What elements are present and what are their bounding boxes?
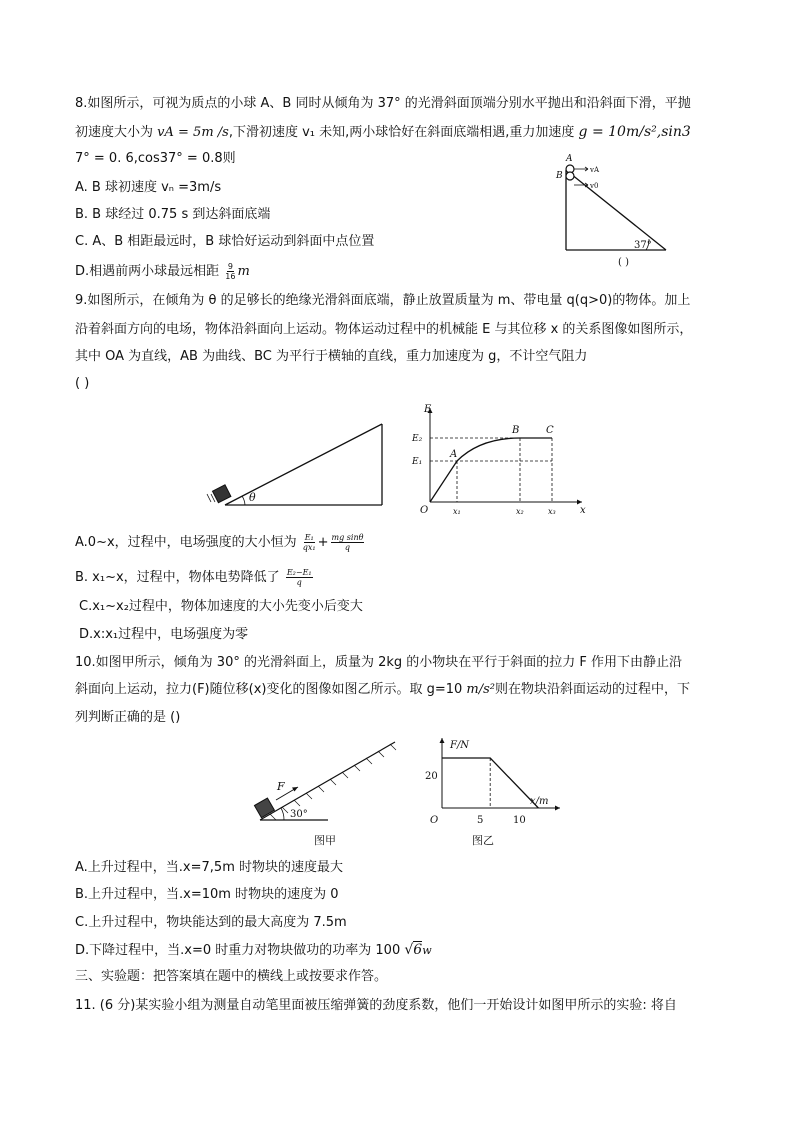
q10-tick-10: 10 — [513, 815, 526, 826]
q9-option-a-fraction2 — [331, 533, 365, 552]
q9-option-a-plus: + — [317, 535, 329, 550]
q9-option-b-text: B. x₁~x，过程中，物体电势降低了 — [75, 570, 280, 585]
q9-option-a-f2-den: q — [344, 543, 351, 552]
q10-option-d-sqrt: √6 — [404, 942, 423, 958]
q8-option-d — [75, 262, 250, 282]
q8-figure — [552, 150, 672, 270]
q9-point-a: A — [450, 449, 458, 460]
q8-fig-angle: 37° — [634, 240, 652, 251]
q9-energy-curve — [430, 438, 552, 502]
q10-caption-jia: 图甲 — [314, 834, 336, 847]
q8-line2-a: 初速度大小为 — [75, 125, 154, 140]
q8-g-formula: g = 10m/s²,sin3 — [578, 124, 691, 140]
q9-block — [213, 485, 231, 503]
q9-point-c: C — [546, 425, 554, 436]
section3-heading: 三、实验题：把答案填在题中的横线上或按要求作答。 — [75, 969, 388, 984]
q9-option-a-fraction1 — [303, 533, 316, 552]
q8-line1: 8.如图所示，可视为质点的小球 A、B 同时从倾角为 37° 的光滑斜面顶端分别水平抛出和沿斜面下滑，平抛 — [75, 96, 691, 111]
q10-caption-yi: 图乙 — [472, 834, 494, 847]
q11-line1: 11. (6 分)某实验小组为测量自动笔里面被压缩弹簧的劲度系数，他们一开始设计如图甲所示的实验: 将自 — [75, 998, 677, 1013]
q10-block — [254, 798, 274, 818]
q10-option-d-text: D.下降过程中，当.x=0 时重力对物块做功的功率为 100 — [75, 943, 401, 958]
q9-line3: 其中 OA 为直线，AB 为曲线、BC 为平行于横轴的直线，重力加速度为 g，不计空气阻力 — [75, 349, 588, 364]
q9-option-b-fraction — [286, 568, 313, 587]
q10-line2-b: 则在物块沿斜面运动的过程中，下 — [495, 682, 691, 697]
q8-option-c: C. A、B 相距最远时，B 球恰好运动到斜面中点位置 — [75, 234, 375, 249]
q10-tick-5: 5 — [477, 815, 484, 826]
q10-option-b: B.上升过程中，当.x=10m 时物块的速度为 0 — [75, 887, 339, 902]
q10-line2-unit: m/s² — [466, 682, 496, 697]
q8-fig-label-v0: v0 — [590, 182, 599, 190]
q10-option-c: C.上升过程中，物块能达到的最大高度为 7.5m — [75, 915, 347, 930]
q8-line2 — [75, 122, 691, 143]
q10-fig-angle: 30° — [290, 809, 308, 820]
q8-fig-paren: ( ) — [618, 257, 629, 268]
q9-energy-graph — [400, 398, 590, 518]
q8-fig-label-a: A — [566, 154, 573, 164]
q8-option-d-denominator: 16 — [225, 272, 236, 281]
q10-axis-x-label: x/m — [530, 796, 549, 807]
q9-axis-x: x — [580, 505, 586, 516]
q10-option-d — [75, 940, 432, 961]
q9-option-a-f1-den: qx₁ — [302, 543, 316, 552]
q10-option-d-radicand: 6 — [413, 942, 423, 958]
q9-incline-figure — [205, 420, 395, 510]
q9-label-x2: x₂ — [516, 507, 524, 516]
q10-line2 — [75, 680, 690, 700]
q9-fig-angle: θ — [249, 491, 256, 504]
q10-incline-figure — [240, 738, 410, 850]
q8-fig-label-b: B — [556, 171, 563, 181]
q8-vA-formula: vA = 5m /s — [157, 125, 229, 140]
q8-option-a: A. B 球初速度 vₙ =3m/s — [75, 180, 222, 195]
q9-line2: 沿着斜面方向的电场，物体沿斜面向上运动。物体运动过程中的机械能 E 与其位移 x 的关系图像如图所示， — [75, 322, 693, 337]
q10-origin: O — [430, 815, 439, 826]
q9-option-d: D.x:x₁过程中，电场强度为零 — [79, 627, 249, 642]
q9-origin: O — [420, 505, 429, 516]
q8-option-d-numerator: 9 — [227, 262, 233, 271]
q9-axis-e: E — [424, 404, 432, 415]
q9-option-b-den: q — [296, 578, 302, 587]
q8-option-b: B. B 球经过 0.75 s 到达斜面底端 — [75, 207, 271, 222]
q8-line2-b: ,下滑初速度 v₁ 未知,两小球恰好在斜面底端相遇,重力加速度 — [228, 125, 575, 140]
q10-line3: 列判断正确的是 () — [75, 710, 181, 725]
q9-label-e1: E₁ — [412, 457, 423, 467]
q10-axis-y-label: F/N — [450, 740, 470, 751]
q10-line2-a: 斜面向上运动，拉力(F)随位移(x)变化的图像如图乙所示。取 g=10 — [75, 682, 463, 697]
q9-option-b — [75, 568, 315, 588]
q9-option-a-f2-num: mg sinθ — [331, 533, 364, 542]
q9-line1: 9.如图所示，在倾角为 θ 的足够长的绝缘光滑斜面底端，静止放置质量为 m、带电量 q(q>0)的物体。加上 — [75, 293, 691, 308]
q9-label-x3: x₃ — [548, 507, 556, 516]
q9-label-e2: E₂ — [412, 434, 423, 444]
q9-paren: ( ) — [75, 376, 90, 391]
q9-option-b-num: E₂−E₁ — [286, 568, 312, 577]
q8-option-d-fraction — [225, 262, 235, 281]
q9-option-a-text: A.0~x，过程中，电场强度的大小恒为 — [75, 535, 297, 550]
q10-line1: 10.如图甲所示，倾角为 30° 的光滑斜面上，质量为 2kg 的小物块在平行于斜面的拉力 F 作用下由静止沿 — [75, 655, 683, 670]
q10-option-d-unit: w — [422, 944, 432, 957]
q10-fig-force: F — [277, 780, 285, 793]
q10-option-a: A.上升过程中，当.x=7,5m 时物块的速度最大 — [75, 860, 343, 875]
q9-option-c: C.x₁~x₂过程中，物体加速度的大小先变小后变大 — [79, 599, 363, 614]
q8-ball-b — [566, 172, 574, 180]
q9-label-x1: x₁ — [453, 507, 461, 516]
q9-point-b: B — [512, 425, 520, 436]
q9-option-a-f1-num: E₁ — [304, 533, 314, 542]
q8-fig-label-va: vA — [590, 166, 600, 174]
q8-option-d-text: D.相遇前两小球最远相距 — [75, 264, 220, 279]
q8-line3: 7° = 0. 6,cos37° = 0.8则 — [75, 151, 236, 166]
q8-option-d-unit: m — [237, 264, 250, 279]
q10-tick-20: 20 — [425, 771, 438, 782]
q9-option-a — [75, 533, 366, 553]
q10-force-graph — [420, 732, 570, 850]
q10-incline-hatch — [270, 744, 396, 820]
